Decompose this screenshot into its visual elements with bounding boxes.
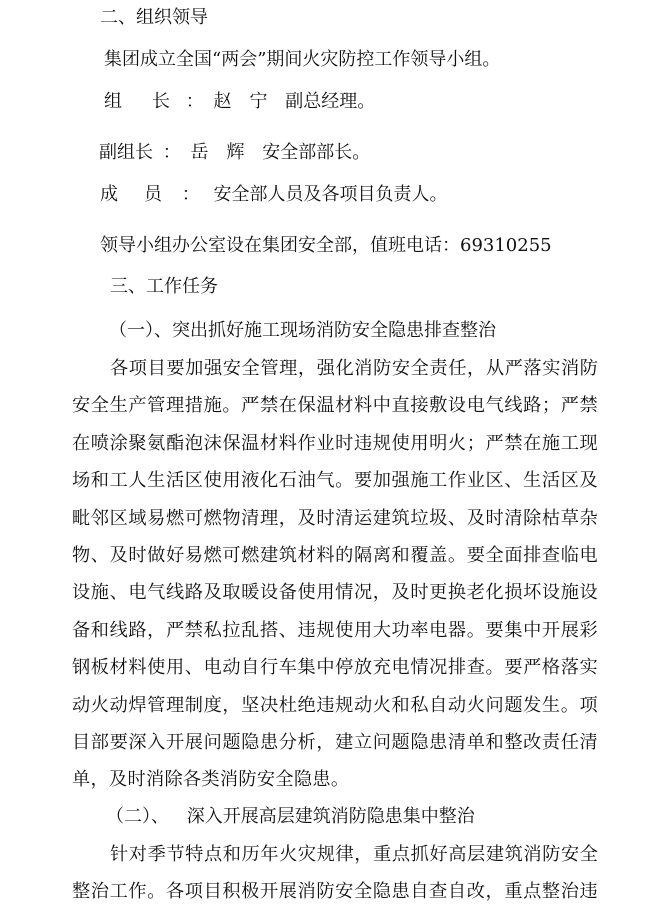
- paragraph-line: 各项目要加强安全管理，强化消防安全责任，从严落实消防: [110, 358, 598, 379]
- subsection-title-2: [106, 806, 475, 828]
- paragraph-line: 安全生产管理措施。严禁在保温材料中直接敷设电气线路；严禁: [72, 395, 598, 416]
- paragraph-line: 备和线路，严禁私拉乱搭、违规使用大功率电器。要集中开展彩: [72, 620, 598, 641]
- paragraph-line: 目部要深入开展问题隐患分析，建立问题隐患清单和整改责任清: [72, 732, 598, 753]
- group-intro: 集团成立全国“两会”期间火灾防控工作领导小组。: [104, 49, 501, 70]
- leader-colon: ：: [185, 91, 204, 112]
- subsection-title-1: （一）、突出抓好施工现场消防安全隐患排查整治: [109, 320, 496, 341]
- member-row: [100, 184, 447, 206]
- paragraph-line: 单，及时消除各类消防安全隐患。: [72, 769, 350, 790]
- leader-label: 组 长: [104, 91, 176, 112]
- member-desc: 安全部人员及各项目负责人。: [213, 184, 448, 205]
- subsection-title-2-prefix: （二）、: [106, 806, 169, 827]
- deputy-label: 副组长: [99, 142, 153, 163]
- paragraph-line: 在喷涂聚氨酯泡沫保温材料作业时违规使用明火；严禁在施工现: [72, 433, 598, 454]
- leader-row: [104, 91, 375, 113]
- leader-title: 副总经理。: [285, 91, 376, 112]
- member-label: 成 员: [100, 184, 166, 205]
- deputy-row: [99, 142, 370, 164]
- section-heading-organization: 二、组织领导: [100, 7, 208, 28]
- paragraph-line: 动火动焊管理制度，坚决杜绝违规动火和私自动火问题发生。项: [72, 695, 598, 716]
- paragraph-line: 物、及时做好易燃可燃建筑材料的隔离和覆盖。要全面排查临电: [72, 545, 598, 566]
- paragraph-line: 针对季节特点和历年火灾规律，重点抓好高层建筑消防安全: [110, 844, 598, 865]
- deputy-name: 岳 辉: [190, 142, 245, 163]
- paragraph-line: 整治工作。各项目积极开展消防安全隐患自查自改，重点整治违: [72, 881, 598, 902]
- deputy-title: 安全部部长。: [262, 142, 371, 163]
- paragraph-line: 设施、电气线路及取暖设备使用情况，及时更换老化损坏设施设: [72, 582, 598, 603]
- office-info: 领导小组办公室设在集团安全部，值班电话：69310255: [100, 235, 552, 256]
- paragraph-line: 钢板材料使用、电动自行车集中停放充电情况排查。要严格落实: [72, 657, 598, 678]
- subsection-title-2-text: 深入开展高层建筑消防隐患集中整治: [186, 806, 475, 827]
- deputy-colon: ：: [162, 142, 181, 163]
- leader-name: 赵 宁: [213, 91, 268, 112]
- paragraph-line: 场和工人生活区使用液化石油气。要加强施工作业区、生活区及: [72, 470, 598, 491]
- paragraph-line: 毗邻区域易燃可燃物清理，及时清运建筑垃圾、及时清除枯草杂: [72, 508, 598, 529]
- section-heading-tasks: 三、工作任务: [110, 276, 218, 297]
- member-colon: ：: [181, 184, 200, 205]
